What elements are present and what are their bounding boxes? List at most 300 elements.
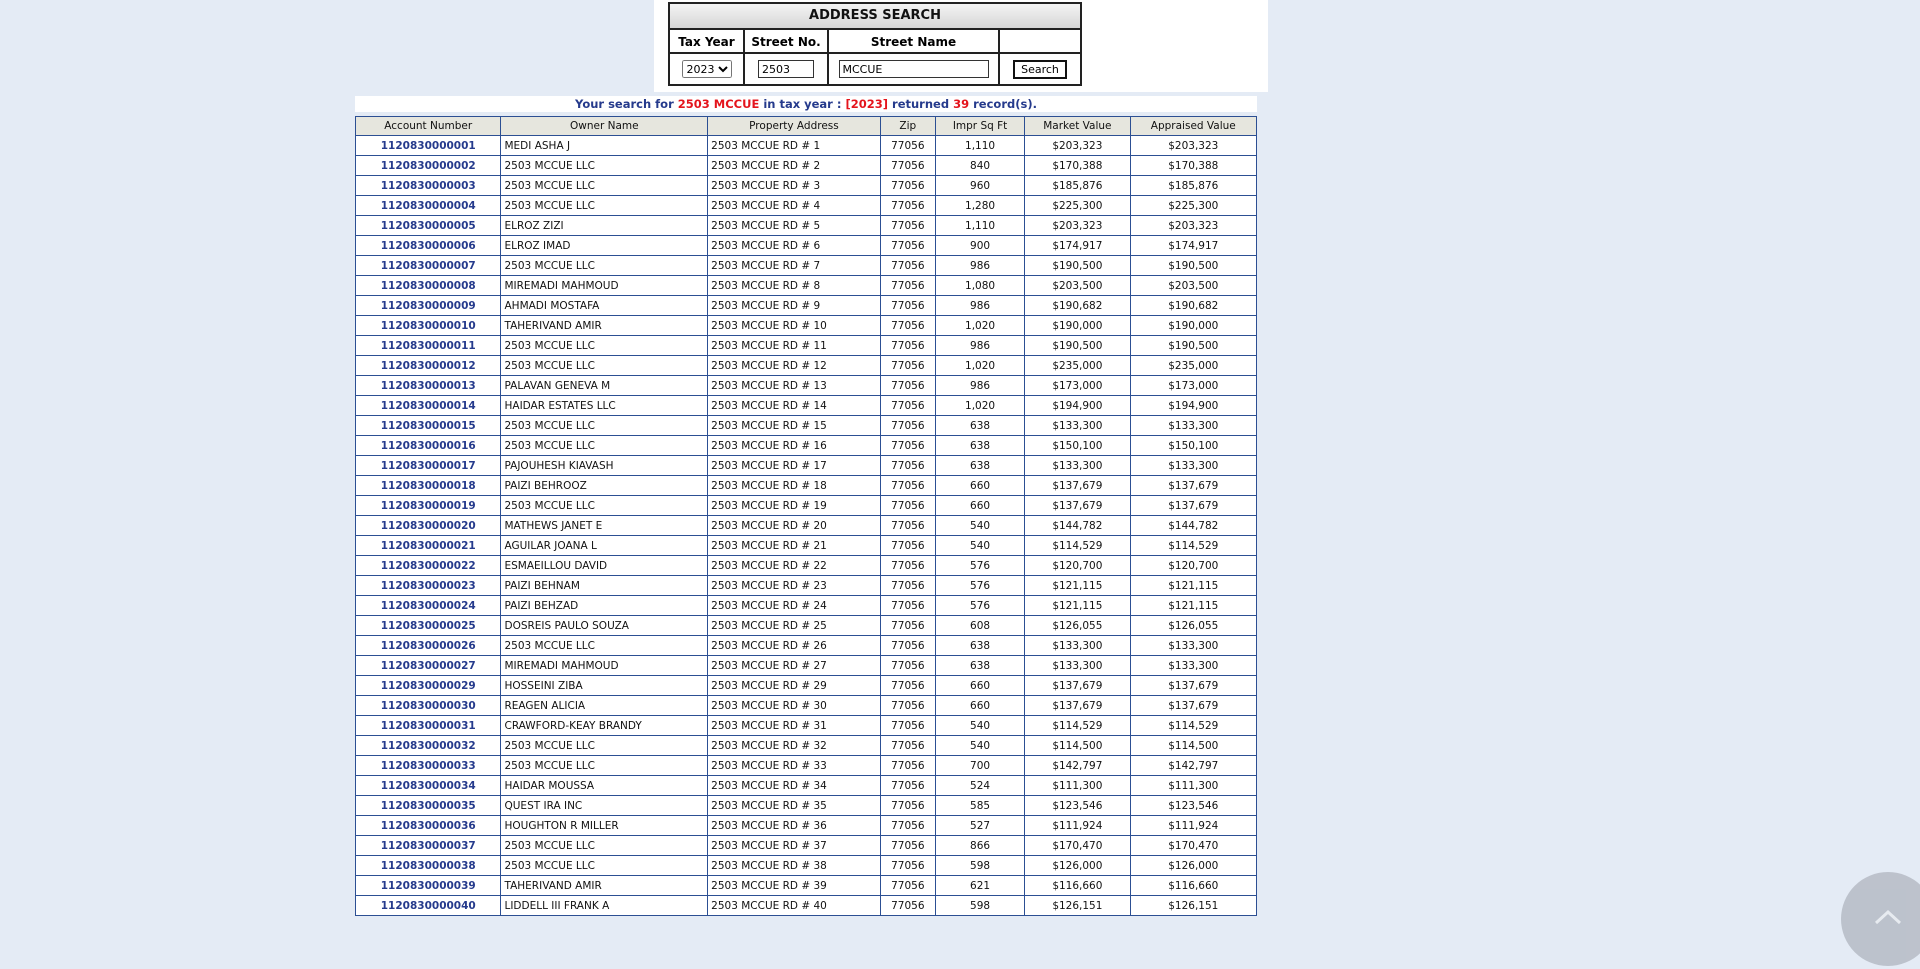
zip-cell: 77056 [880, 236, 935, 256]
account-number-link[interactable]: 1120830000030 [380, 699, 476, 712]
table-row [356, 416, 1257, 436]
property-address-cell: 2503 MCCUE RD # 29 [708, 676, 881, 696]
property-address-cell: 2503 MCCUE RD # 26 [708, 636, 881, 656]
appraised-value-cell: $111,924 [1130, 816, 1256, 836]
table-row [356, 576, 1257, 596]
account-number-link[interactable]: 1120830000016 [380, 439, 476, 452]
zip-cell: 77056 [880, 136, 935, 156]
zip-cell: 77056 [880, 896, 935, 916]
market-value-cell: $170,470 [1025, 836, 1130, 856]
account-number-cell [356, 516, 501, 536]
account-number-link[interactable]: 1120830000012 [380, 359, 476, 372]
column-header-zip[interactable]: Zip [880, 117, 935, 136]
account-number-cell [356, 616, 501, 636]
appraised-value-cell: $170,470 [1130, 836, 1256, 856]
impr-sq-ft-cell: 986 [935, 296, 1024, 316]
owner-name-cell: AGUILAR JOANA L [501, 536, 708, 556]
market-value-cell: $121,115 [1025, 596, 1130, 616]
zip-cell: 77056 [880, 576, 935, 596]
account-number-link[interactable]: 1120830000040 [380, 899, 476, 912]
market-value-cell: $126,055 [1025, 616, 1130, 636]
appraised-value-cell: $203,500 [1130, 276, 1256, 296]
impr-sq-ft-cell: 660 [935, 676, 1024, 696]
zip-cell: 77056 [880, 536, 935, 556]
column-header-market-value[interactable]: Market Value [1025, 117, 1130, 136]
appraised-value-cell: $126,000 [1130, 856, 1256, 876]
owner-name-cell: 2503 MCCUE LLC [501, 636, 708, 656]
impr-sq-ft-cell: 986 [935, 336, 1024, 356]
account-number-link[interactable]: 1120830000021 [380, 539, 476, 552]
account-number-cell [356, 376, 501, 396]
column-header-appraised-value[interactable]: Appraised Value [1130, 117, 1256, 136]
table-row [356, 856, 1257, 876]
property-address-cell: 2503 MCCUE RD # 33 [708, 756, 881, 776]
property-address-cell: 2503 MCCUE RD # 30 [708, 696, 881, 716]
account-number-cell [356, 416, 501, 436]
account-number-cell [356, 536, 501, 556]
zip-cell: 77056 [880, 876, 935, 896]
tax-year-header: Tax Year [670, 30, 745, 54]
market-value-cell: $137,679 [1025, 496, 1130, 516]
table-row [356, 476, 1257, 496]
market-value-cell: $111,924 [1025, 816, 1130, 836]
zip-cell: 77056 [880, 356, 935, 376]
account-number-link[interactable]: 1120830000011 [380, 339, 476, 352]
market-value-cell: $116,660 [1025, 876, 1130, 896]
owner-name-cell: PALAVAN GENEVA M [501, 376, 708, 396]
appraised-value-cell: $137,679 [1130, 696, 1256, 716]
market-value-cell: $190,000 [1025, 316, 1130, 336]
market-value-cell: $114,500 [1025, 736, 1130, 756]
account-number-link[interactable]: 1120830000008 [380, 279, 476, 292]
property-address-cell: 2503 MCCUE RD # 10 [708, 316, 881, 336]
appraised-value-cell: $190,682 [1130, 296, 1256, 316]
appraised-value-cell: $194,900 [1130, 396, 1256, 416]
owner-name-cell: ESMAEILLOU DAVID [501, 556, 708, 576]
appraised-value-cell: $114,529 [1130, 716, 1256, 736]
appraised-value-cell: $203,323 [1130, 136, 1256, 156]
search-panel [654, 0, 1268, 92]
appraised-value-cell: $150,100 [1130, 436, 1256, 456]
account-number-link[interactable]: 1120830000006 [380, 239, 476, 252]
account-number-link[interactable]: 1120830000032 [380, 739, 476, 752]
account-number-link[interactable]: 1120830000019 [380, 499, 476, 512]
account-number-cell [356, 876, 501, 896]
property-address-cell: 2503 MCCUE RD # 36 [708, 816, 881, 836]
market-value-cell: $190,500 [1025, 336, 1130, 356]
zip-cell: 77056 [880, 416, 935, 436]
impr-sq-ft-cell: 1,280 [935, 196, 1024, 216]
table-row [356, 396, 1257, 416]
column-header-owner-name[interactable]: Owner Name [501, 117, 708, 136]
table-row [356, 356, 1257, 376]
account-number-cell [356, 776, 501, 796]
impr-sq-ft-cell: 638 [935, 656, 1024, 676]
zip-cell: 77056 [880, 276, 935, 296]
appraised-value-cell: $126,151 [1130, 896, 1256, 916]
account-number-link[interactable]: 1120830000033 [380, 759, 476, 772]
property-address-cell: 2503 MCCUE RD # 2 [708, 156, 881, 176]
account-number-link[interactable]: 1120830000003 [380, 179, 476, 192]
owner-name-cell: 2503 MCCUE LLC [501, 156, 708, 176]
owner-name-cell: DOSREIS PAULO SOUZA [501, 616, 708, 636]
table-row [356, 236, 1257, 256]
appraised-value-cell: $185,876 [1130, 176, 1256, 196]
property-address-cell: 2503 MCCUE RD # 32 [708, 736, 881, 756]
column-header-property-address[interactable]: Property Address [708, 117, 881, 136]
account-number-link[interactable]: 1120830000017 [380, 459, 476, 472]
property-address-cell: 2503 MCCUE RD # 14 [708, 396, 881, 416]
impr-sq-ft-cell: 621 [935, 876, 1024, 896]
scroll-to-top-button[interactable] [1841, 872, 1920, 966]
account-number-cell [356, 216, 501, 236]
owner-name-cell: PAIZI BEHROOZ [501, 476, 708, 496]
zip-cell: 77056 [880, 516, 935, 536]
account-number-cell [356, 676, 501, 696]
owner-name-cell: PAIZI BEHNAM [501, 576, 708, 596]
appraised-value-cell: $203,323 [1130, 216, 1256, 236]
impr-sq-ft-cell: 1,110 [935, 216, 1024, 236]
property-address-cell: 2503 MCCUE RD # 39 [708, 876, 881, 896]
appraised-value-cell: $235,000 [1130, 356, 1256, 376]
owner-name-cell: 2503 MCCUE LLC [501, 856, 708, 876]
impr-sq-ft-cell: 527 [935, 816, 1024, 836]
appraised-value-cell: $170,388 [1130, 156, 1256, 176]
account-number-cell [356, 596, 501, 616]
empty-header [1000, 30, 1080, 54]
owner-name-cell: HAIDAR MOUSSA [501, 776, 708, 796]
appraised-value-cell: $120,700 [1130, 556, 1256, 576]
impr-sq-ft-cell: 608 [935, 616, 1024, 636]
street-name-input[interactable] [839, 60, 989, 78]
zip-cell: 77056 [880, 776, 935, 796]
property-address-cell: 2503 MCCUE RD # 40 [708, 896, 881, 916]
summary-count: 39 [953, 97, 970, 111]
market-value-cell: $142,797 [1025, 756, 1130, 776]
property-address-cell: 2503 MCCUE RD # 17 [708, 456, 881, 476]
account-number-cell [356, 256, 501, 276]
impr-sq-ft-cell: 576 [935, 576, 1024, 596]
appraised-value-cell: $142,797 [1130, 756, 1256, 776]
impr-sq-ft-cell: 986 [935, 256, 1024, 276]
market-value-cell: $126,151 [1025, 896, 1130, 916]
owner-name-cell: 2503 MCCUE LLC [501, 256, 708, 276]
property-address-cell: 2503 MCCUE RD # 23 [708, 576, 881, 596]
market-value-cell: $194,900 [1025, 396, 1130, 416]
impr-sq-ft-cell: 900 [935, 236, 1024, 256]
account-number-cell [356, 396, 501, 416]
market-value-cell: $137,679 [1025, 476, 1130, 496]
impr-sq-ft-cell: 638 [935, 456, 1024, 476]
table-row [356, 536, 1257, 556]
account-number-link[interactable]: 1120830000013 [380, 379, 476, 392]
owner-name-cell: MIREMADI MAHMOUD [501, 276, 708, 296]
street-no-header: Street No. [745, 30, 829, 54]
owner-name-cell: PAIZI BEHZAD [501, 596, 708, 616]
market-value-cell: $203,500 [1025, 276, 1130, 296]
impr-sq-ft-cell: 866 [935, 836, 1024, 856]
table-row [356, 216, 1257, 236]
property-address-cell: 2503 MCCUE RD # 22 [708, 556, 881, 576]
account-number-cell [356, 556, 501, 576]
owner-name-cell: 2503 MCCUE LLC [501, 336, 708, 356]
appraised-value-cell: $137,679 [1130, 676, 1256, 696]
appraised-value-cell: $173,000 [1130, 376, 1256, 396]
account-number-link[interactable]: 1120830000039 [380, 879, 476, 892]
summary-middle: in tax year : [763, 97, 842, 111]
table-row [356, 776, 1257, 796]
tax-year-select[interactable] [682, 60, 732, 78]
property-address-cell: 2503 MCCUE RD # 8 [708, 276, 881, 296]
impr-sq-ft-cell: 1,020 [935, 396, 1024, 416]
appraised-value-cell: $190,500 [1130, 256, 1256, 276]
account-number-link[interactable]: 1120830000037 [380, 839, 476, 852]
appraised-value-cell: $137,679 [1130, 476, 1256, 496]
account-number-link[interactable]: 1120830000007 [380, 259, 476, 272]
appraised-value-cell: $137,679 [1130, 496, 1256, 516]
impr-sq-ft-cell: 1,020 [935, 356, 1024, 376]
owner-name-cell: 2503 MCCUE LLC [501, 436, 708, 456]
market-value-cell: $133,300 [1025, 416, 1130, 436]
market-value-cell: $235,000 [1025, 356, 1130, 376]
table-row [356, 756, 1257, 776]
account-number-link[interactable]: 1120830000020 [380, 519, 476, 532]
market-value-cell: $203,323 [1025, 216, 1130, 236]
account-number-link[interactable]: 1120830000035 [380, 799, 476, 812]
market-value-cell: $225,300 [1025, 196, 1130, 216]
appraised-value-cell: $133,300 [1130, 656, 1256, 676]
table-row [356, 716, 1257, 736]
account-number-link[interactable]: 1120830000015 [380, 419, 476, 432]
account-number-link[interactable]: 1120830000029 [380, 679, 476, 692]
appraised-value-cell: $133,300 [1130, 416, 1256, 436]
owner-name-cell: AHMADI MOSTAFA [501, 296, 708, 316]
property-address-cell: 2503 MCCUE RD # 38 [708, 856, 881, 876]
street-name-cell [829, 54, 1000, 84]
property-address-cell: 2503 MCCUE RD # 18 [708, 476, 881, 496]
table-row [356, 436, 1257, 456]
table-row [356, 896, 1257, 916]
account-number-cell [356, 836, 501, 856]
zip-cell: 77056 [880, 336, 935, 356]
property-address-cell: 2503 MCCUE RD # 25 [708, 616, 881, 636]
impr-sq-ft-cell: 638 [935, 436, 1024, 456]
impr-sq-ft-cell: 540 [935, 516, 1024, 536]
market-value-cell: $133,300 [1025, 456, 1130, 476]
impr-sq-ft-cell: 585 [935, 796, 1024, 816]
table-row [356, 556, 1257, 576]
owner-name-cell: MATHEWS JANET E [501, 516, 708, 536]
account-number-link[interactable]: 1120830000014 [380, 399, 476, 412]
market-value-cell: $137,679 [1025, 696, 1130, 716]
account-number-link[interactable]: 1120830000026 [380, 639, 476, 652]
market-value-cell: $170,388 [1025, 156, 1130, 176]
owner-name-cell: 2503 MCCUE LLC [501, 756, 708, 776]
table-row [356, 656, 1257, 676]
table-row [356, 156, 1257, 176]
zip-cell: 77056 [880, 456, 935, 476]
zip-cell: 77056 [880, 596, 935, 616]
account-number-link[interactable]: 1120830000023 [380, 579, 476, 592]
zip-cell: 77056 [880, 796, 935, 816]
owner-name-cell: HAIDAR ESTATES LLC [501, 396, 708, 416]
market-value-cell: $203,323 [1025, 136, 1130, 156]
market-value-cell: $174,917 [1025, 236, 1130, 256]
street-name-header: Street Name [829, 30, 1000, 54]
search-summary [355, 96, 1257, 112]
impr-sq-ft-cell: 960 [935, 176, 1024, 196]
owner-name-cell: HOSSEINI ZIBA [501, 676, 708, 696]
account-number-link[interactable]: 1120830000031 [380, 719, 476, 732]
table-row [356, 296, 1257, 316]
impr-sq-ft-cell: 524 [935, 776, 1024, 796]
owner-name-cell: 2503 MCCUE LLC [501, 836, 708, 856]
impr-sq-ft-cell: 638 [935, 416, 1024, 436]
property-address-cell: 2503 MCCUE RD # 6 [708, 236, 881, 256]
owner-name-cell: 2503 MCCUE LLC [501, 356, 708, 376]
table-row [356, 796, 1257, 816]
search-form-title: ADDRESS SEARCH [670, 4, 1080, 30]
impr-sq-ft-cell: 598 [935, 856, 1024, 876]
account-number-cell [356, 896, 501, 916]
account-number-cell [356, 436, 501, 456]
account-number-cell [356, 296, 501, 316]
property-address-cell: 2503 MCCUE RD # 4 [708, 196, 881, 216]
appraised-value-cell: $126,055 [1130, 616, 1256, 636]
search-button[interactable]: Search [1013, 60, 1067, 79]
impr-sq-ft-cell: 540 [935, 736, 1024, 756]
owner-name-cell: PAJOUHESH KIAVASH [501, 456, 708, 476]
chevron-up-icon [1873, 908, 1903, 930]
account-number-link[interactable]: 1120830000004 [380, 199, 476, 212]
zip-cell: 77056 [880, 736, 935, 756]
property-address-cell: 2503 MCCUE RD # 5 [708, 216, 881, 236]
address-search-form [668, 2, 1082, 86]
impr-sq-ft-cell: 840 [935, 156, 1024, 176]
account-number-link[interactable]: 1120830000034 [380, 779, 476, 792]
property-address-cell: 2503 MCCUE RD # 24 [708, 596, 881, 616]
street-no-cell [745, 54, 829, 84]
account-number-cell [356, 276, 501, 296]
appraised-value-cell: $190,500 [1130, 336, 1256, 356]
owner-name-cell: REAGEN ALICIA [501, 696, 708, 716]
impr-sq-ft-cell: 576 [935, 556, 1024, 576]
property-address-cell: 2503 MCCUE RD # 9 [708, 296, 881, 316]
market-value-cell: $111,300 [1025, 776, 1130, 796]
appraised-value-cell: $116,660 [1130, 876, 1256, 896]
account-number-link[interactable]: 1120830000010 [380, 319, 476, 332]
summary-prefix: Your search for [575, 97, 674, 111]
property-address-cell: 2503 MCCUE RD # 13 [708, 376, 881, 396]
property-address-cell: 2503 MCCUE RD # 7 [708, 256, 881, 276]
street-no-input[interactable] [758, 60, 814, 78]
account-number-cell [356, 196, 501, 216]
zip-cell: 77056 [880, 716, 935, 736]
appraised-value-cell: $121,115 [1130, 596, 1256, 616]
impr-sq-ft-cell: 986 [935, 376, 1024, 396]
impr-sq-ft-cell: 598 [935, 896, 1024, 916]
summary-returned: returned [892, 97, 950, 111]
owner-name-cell: 2503 MCCUE LLC [501, 496, 708, 516]
owner-name-cell: MIREMADI MAHMOUD [501, 656, 708, 676]
zip-cell: 77056 [880, 836, 935, 856]
owner-name-cell: CRAWFORD-KEAY BRANDY [501, 716, 708, 736]
account-number-cell [356, 716, 501, 736]
account-number-link[interactable]: 1120830000002 [380, 159, 476, 172]
impr-sq-ft-cell: 576 [935, 596, 1024, 616]
column-header-account-number[interactable]: Account Number [356, 117, 501, 136]
property-address-cell: 2503 MCCUE RD # 31 [708, 716, 881, 736]
table-row [356, 816, 1257, 836]
owner-name-cell: 2503 MCCUE LLC [501, 196, 708, 216]
appraised-value-cell: $123,546 [1130, 796, 1256, 816]
account-number-cell [356, 176, 501, 196]
zip-cell: 77056 [880, 196, 935, 216]
account-number-link[interactable]: 1120830000022 [380, 559, 476, 572]
market-value-cell: $150,100 [1025, 436, 1130, 456]
account-number-cell [356, 336, 501, 356]
account-number-link[interactable]: 1120830000025 [380, 619, 476, 632]
property-address-cell: 2503 MCCUE RD # 16 [708, 436, 881, 456]
table-row [356, 736, 1257, 756]
table-row [356, 456, 1257, 476]
account-number-link[interactable]: 1120830000027 [380, 659, 476, 672]
zip-cell: 77056 [880, 436, 935, 456]
impr-sq-ft-cell: 700 [935, 756, 1024, 776]
owner-name-cell: ELROZ ZIZI [501, 216, 708, 236]
account-number-link[interactable]: 1120830000036 [380, 819, 476, 832]
summary-suffix: record(s). [973, 97, 1037, 111]
account-number-link[interactable]: 1120830000005 [380, 219, 476, 232]
account-number-link[interactable]: 1120830000009 [380, 299, 476, 312]
impr-sq-ft-cell: 1,110 [935, 136, 1024, 156]
table-row [356, 616, 1257, 636]
zip-cell: 77056 [880, 316, 935, 336]
table-row [356, 516, 1257, 536]
appraised-value-cell: $174,917 [1130, 236, 1256, 256]
owner-name-cell: MEDI ASHA J [501, 136, 708, 156]
zip-cell: 77056 [880, 816, 935, 836]
column-header-impr-sq-ft[interactable]: Impr Sq Ft [935, 117, 1024, 136]
results-table [355, 116, 1257, 916]
account-number-link[interactable]: 1120830000038 [380, 859, 476, 872]
appraised-value-cell: $190,000 [1130, 316, 1256, 336]
property-address-cell: 2503 MCCUE RD # 12 [708, 356, 881, 376]
account-number-cell [356, 136, 501, 156]
market-value-cell: $133,300 [1025, 636, 1130, 656]
account-number-link[interactable]: 1120830000024 [380, 599, 476, 612]
table-row [356, 316, 1257, 336]
account-number-cell [356, 236, 501, 256]
appraised-value-cell: $121,115 [1130, 576, 1256, 596]
impr-sq-ft-cell: 660 [935, 696, 1024, 716]
impr-sq-ft-cell: 660 [935, 496, 1024, 516]
owner-name-cell: TAHERIVAND AMIR [501, 316, 708, 336]
table-row [356, 596, 1257, 616]
account-number-link[interactable]: 1120830000018 [380, 479, 476, 492]
table-row [356, 196, 1257, 216]
property-address-cell: 2503 MCCUE RD # 34 [708, 776, 881, 796]
zip-cell: 77056 [880, 496, 935, 516]
table-row [356, 836, 1257, 856]
market-value-cell: $144,782 [1025, 516, 1130, 536]
impr-sq-ft-cell: 1,080 [935, 276, 1024, 296]
appraised-value-cell: $133,300 [1130, 456, 1256, 476]
zip-cell: 77056 [880, 556, 935, 576]
tax-year-cell [670, 54, 745, 84]
market-value-cell: $120,700 [1025, 556, 1130, 576]
account-number-link[interactable]: 1120830000001 [380, 139, 476, 152]
